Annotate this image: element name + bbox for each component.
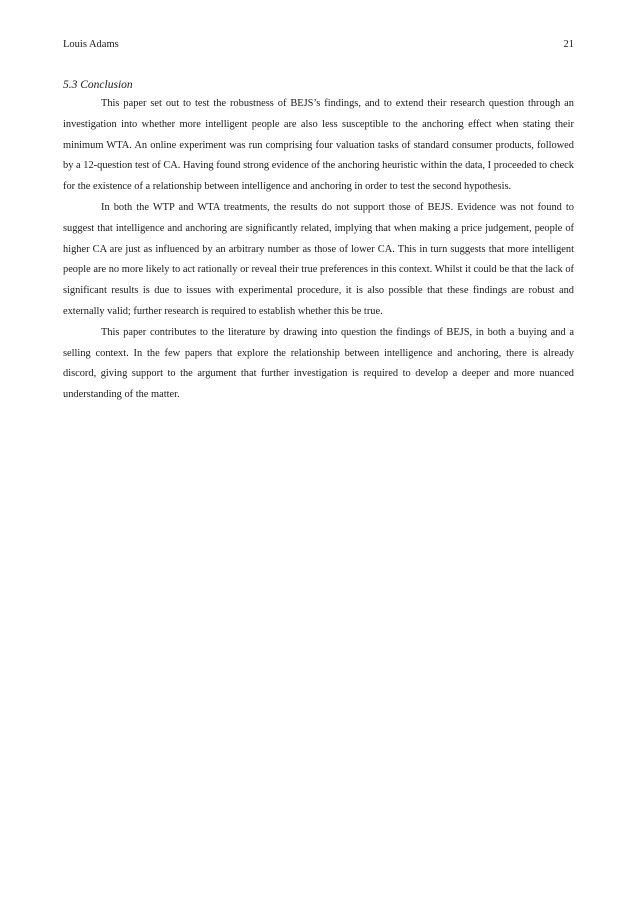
page-header (63, 38, 574, 52)
header-page-number: 21 (563, 39, 574, 50)
section-title: 5.3 Conclusion (63, 79, 133, 91)
paragraph-1: This paper set out to test the robustness of BEJS’s findings, and to extend their research question through an investigation into whether more intelligent people are also less susceptible to the anchoring effect when stating their minimum WTA. An online experiment was run comprising four valuation tasks of standard consumer products, followed by a 12-question test of CA. Having found strong evidence of the anchoring heuristic within the data, I proceeded to check for the existence of a relationship between intelligence and anchoring in order to test the second hypothesis. (63, 98, 574, 193)
paragraph-3: This paper contributes to the literature by drawing into question the findings of BEJS, in both a buying and a selling context. In the few papers that explore the relationship between intelligence and anchoring, there is already discord, giving support to the argument that further investigation is required to develop a deeper and more nuanced understanding of the matter. (63, 326, 574, 401)
paragraph-2: In both the WTP and WTA treatments, the results do not support those of BEJS. Evidence was not found to suggest that intelligence and anchoring are significantly related, implying that when making a price judgement, people of higher CA are just as influenced by an arbitrary number as those of lower CA. This in turn suggests that more intelligent people are no more likely to act rationally or reveal their true preferences in this context. Whilst it could be that the lack of significant results is due to issues with experimental procedure, it is also possible that these findings are robust and externally valid; further research is required to establish whether this be true. (63, 201, 574, 317)
page-body (63, 78, 574, 406)
header-author: Louis Adams (63, 39, 119, 50)
